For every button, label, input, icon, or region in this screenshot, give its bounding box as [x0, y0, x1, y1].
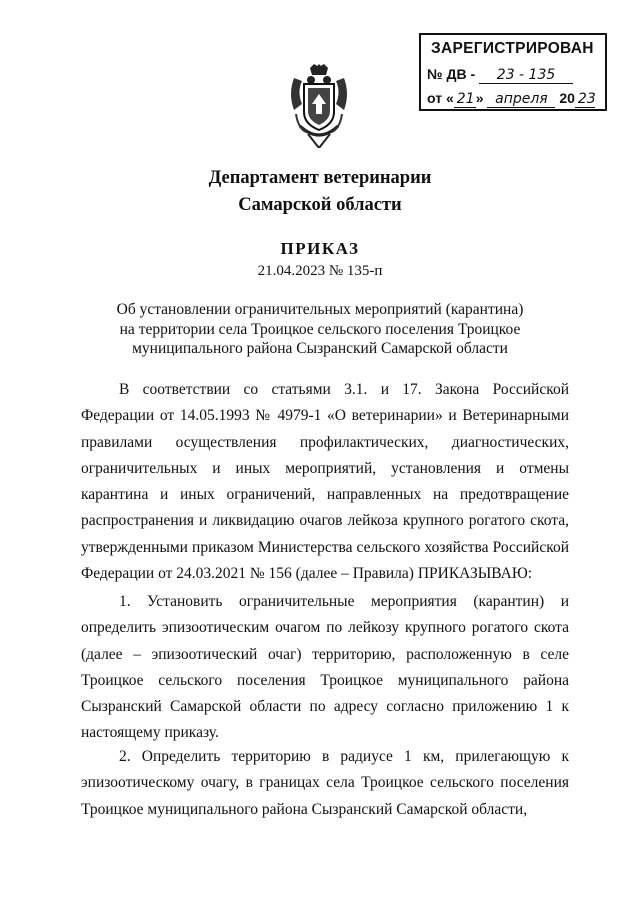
stamp-number-line: [427, 66, 573, 84]
department-name-line1: Департамент ветеринарии: [208, 168, 432, 188]
stamp-day: 21: [454, 92, 476, 108]
stamp-year-prefix: 20: [559, 90, 575, 106]
stamp-year-suffix: 23: [575, 92, 595, 108]
body-paragraph-2: 1. Установить ограничительные мероприятия (карантин) и определить эпизоотическим очагом по лейкозу крупного рогатого скота (далее – эпизоотический очаг) территорию, расположенную в селе Троицкое сельского поселения Троицкое муниципального района Сызранский Самарской области по адресу согласно приложению 1 к настоящему приказу.: [81, 593, 569, 742]
body-paragraph-3: 2. Определить территорию в радиусе 1 км, прилегающую к эпизоотическому очагу, в границах села Троицкое сельского поселения Троицкое муниципального района Сызранский Самарской области,: [81, 748, 569, 818]
department-name-line2: Самарской области: [238, 195, 402, 215]
registration-stamp: [419, 33, 607, 111]
stamp-number-label: № ДВ -: [427, 66, 476, 82]
order-subject: Об установлении ограничительных мероприятий (карантина) на территории села Троицкое сельского поселения Троицкое муниципального района Сызранский Самарской области: [116, 301, 524, 357]
coat-of-arms-icon: [288, 64, 350, 148]
stamp-number-value: 23 - 135: [479, 68, 573, 84]
body-paragraph-1: В соответствии со статьями 3.1. и 17. Закона Российской Федерации от 14.05.1993 № 4979-1 «О ветеринарии» и Ветеринарными правилами осуществления профилактических, диагностических, ограничительных и иных мероприятий, установления и отмены карантина и иных ограничений, направленных на предотвращение распространения и ликвидацию очагов лейкоза крупного рогатого скота, утвержденными приказом Министерства сельского хозяйства Российской Федерации от 24.03.2021 № 156 (далее – Правила) ПРИКАЗЫВАЮ:: [81, 381, 569, 583]
stamp-date-line: [427, 90, 595, 108]
stamp-date-prefix: от «: [427, 90, 454, 106]
order-date-number: 21.04.2023 № 135-п: [257, 263, 383, 279]
order-title: ПРИКАЗ: [280, 239, 360, 258]
stamp-title: ЗАРЕГИСТРИРОВАН: [431, 40, 594, 57]
stamp-date-mid: »: [475, 90, 484, 106]
stamp-month: апреля: [487, 92, 555, 108]
